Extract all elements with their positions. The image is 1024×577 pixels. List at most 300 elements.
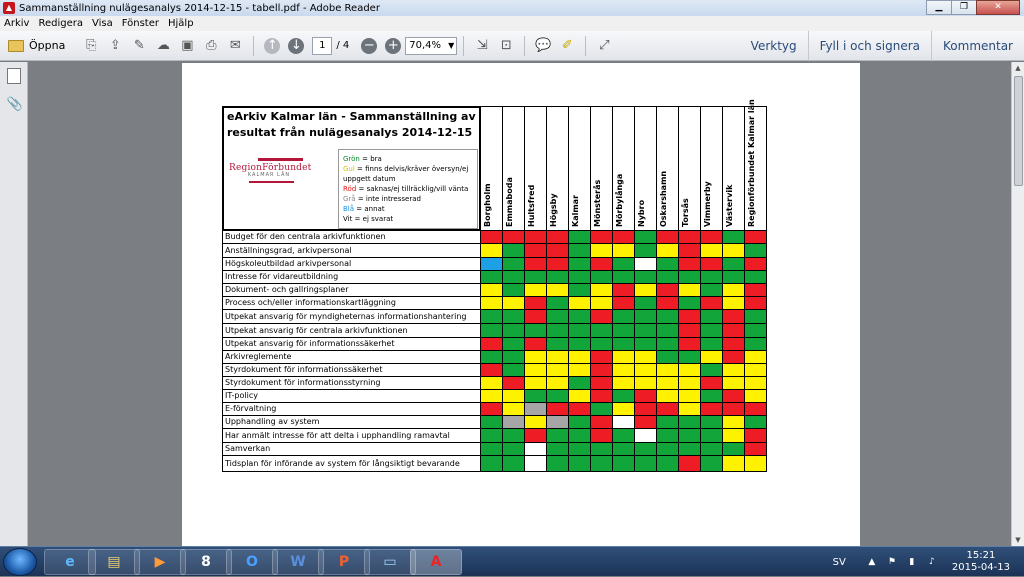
legend-item — [343, 214, 477, 224]
status-cell — [547, 377, 569, 390]
action-center-icon[interactable]: ⚑ — [887, 557, 896, 567]
row-label: Anställningsgrad, arkivpersonal — [222, 244, 481, 258]
status-cell — [547, 403, 569, 416]
column-header-label: Mönsterås — [593, 179, 602, 227]
document-title: eArkiv Kalmar län - Sammanställning av resultat från nulägesanalys 2014-12-15 — [227, 110, 476, 139]
status-cell — [723, 338, 745, 351]
print-icon[interactable]: ⎙ — [206, 38, 217, 53]
status-cell — [525, 456, 547, 472]
scroll-up-icon[interactable]: ▲ — [1015, 64, 1021, 72]
scroll-down-icon[interactable]: ▼ — [1015, 536, 1021, 544]
legend-text: = annat — [354, 205, 385, 213]
column-header-label: Oskarshamn — [659, 170, 668, 227]
row-label: Tidsplan för införande av system för långsiktigt bevarande — [222, 456, 481, 472]
status-cell — [701, 231, 723, 244]
row-label: E-förvaltning — [222, 403, 481, 416]
status-cell — [723, 377, 745, 390]
row-label: Intresse för vidareutbildning — [222, 271, 481, 284]
row-label: Process och/eller informationskartläggning — [222, 297, 481, 310]
email-icon[interactable]: ✉ — [229, 38, 241, 53]
row-label: Utpekat ansvarig för myndigheternas informationshantering — [222, 310, 481, 324]
open-button[interactable] — [8, 39, 65, 52]
folder-icon — [8, 40, 24, 52]
status-cell — [635, 297, 657, 310]
column-header — [635, 106, 657, 231]
column-header-label: Hultsfred — [527, 184, 536, 227]
status-cell — [701, 297, 723, 310]
status-cell — [657, 416, 679, 429]
status-cell — [701, 377, 723, 390]
status-cell — [569, 310, 591, 324]
page-thumbnails-icon[interactable] — [7, 68, 21, 84]
fit-width-icon[interactable]: ⇲ — [476, 38, 488, 53]
status-cell — [635, 338, 657, 351]
legend-text: = inte intresserad — [355, 195, 421, 203]
legend-text: = finns delvis/kräver översyn/ej uppgett datum — [343, 165, 469, 183]
edit-icon[interactable]: ✎ — [133, 38, 145, 53]
status-cell — [591, 244, 613, 258]
vertical-scrollbar[interactable] — [1011, 62, 1024, 546]
volume-icon[interactable]: ♪ — [929, 557, 935, 567]
status-cell — [481, 258, 503, 271]
status-cell — [547, 443, 569, 456]
row-label: Utpekat ansvarig för centrala arkivfunktionen — [222, 324, 481, 338]
status-cell — [525, 284, 547, 297]
status-cell — [613, 403, 635, 416]
column-header-label: Mörbylånga — [615, 173, 624, 227]
status-cell — [481, 231, 503, 244]
status-cell — [635, 231, 657, 244]
status-cell — [547, 351, 569, 364]
status-cell — [657, 310, 679, 324]
status-cell — [547, 244, 569, 258]
status-cell — [613, 443, 635, 456]
logo-bar — [249, 181, 294, 183]
status-cell — [701, 390, 723, 403]
status-cell — [503, 403, 525, 416]
status-cell — [745, 310, 767, 324]
minimize-button[interactable]: ▁ — [926, 0, 952, 15]
status-cell — [613, 244, 635, 258]
status-cell — [679, 338, 701, 351]
status-cell — [547, 324, 569, 338]
status-cell — [613, 416, 635, 429]
logo-text: RegionFörbundet — [229, 163, 312, 173]
status-cell — [701, 310, 723, 324]
status-cell — [481, 310, 503, 324]
status-cell — [679, 310, 701, 324]
status-cell — [701, 324, 723, 338]
status-cell — [613, 297, 635, 310]
legend-item — [343, 194, 477, 204]
status-cell — [481, 390, 503, 403]
status-cell — [547, 416, 569, 429]
status-cell — [481, 416, 503, 429]
status-cell — [723, 351, 745, 364]
status-cell — [679, 324, 701, 338]
column-header — [679, 106, 701, 231]
status-cell — [481, 456, 503, 472]
status-cell — [503, 456, 525, 472]
legend-item — [343, 204, 477, 214]
status-cell — [591, 271, 613, 284]
status-cell — [635, 416, 657, 429]
status-cell — [657, 258, 679, 271]
status-cell — [503, 416, 525, 429]
column-header-label: Torsås — [681, 198, 690, 227]
status-cell — [635, 443, 657, 456]
menu-fonster[interactable]: Fönster — [121, 18, 159, 29]
status-cell — [547, 310, 569, 324]
legend-key: Röd — [343, 185, 357, 193]
windows-taskbar — [0, 546, 1024, 576]
status-cell — [657, 351, 679, 364]
next-page-icon[interactable]: ↓ — [288, 38, 304, 54]
status-cell — [635, 244, 657, 258]
file-explorer-icon[interactable]: ▤ — [88, 549, 140, 575]
menu-hjalp[interactable]: Hjälp — [167, 18, 194, 29]
photo-viewer-icon[interactable]: ▭ — [364, 549, 416, 575]
status-cell — [569, 297, 591, 310]
show-hidden-icons-icon[interactable]: ▲ — [868, 557, 876, 567]
fill-sign-link[interactable]: Fyll i och signera — [808, 31, 931, 61]
column-header — [481, 106, 503, 231]
color-legend — [338, 149, 478, 229]
pdf-page — [182, 63, 860, 546]
language-indicator[interactable]: SV — [832, 556, 846, 568]
status-cell — [481, 324, 503, 338]
status-cell — [657, 324, 679, 338]
tools-link[interactable]: Verktyg — [750, 39, 797, 53]
row-label: Upphandling av system — [222, 416, 481, 429]
status-cell — [613, 364, 635, 377]
status-cell — [613, 377, 635, 390]
column-header — [745, 99, 767, 231]
status-cell — [679, 443, 701, 456]
status-cell — [591, 338, 613, 351]
status-cell — [657, 403, 679, 416]
status-cell — [547, 297, 569, 310]
status-cell — [613, 271, 635, 284]
status-cell — [591, 351, 613, 364]
status-cell — [723, 231, 745, 244]
status-cell — [723, 416, 745, 429]
status-cell — [481, 271, 503, 284]
previous-page-icon[interactable]: ↑ — [264, 38, 280, 54]
status-cell — [635, 403, 657, 416]
status-cell — [613, 258, 635, 271]
comment-link[interactable]: Kommentar — [931, 31, 1024, 61]
status-cell — [591, 364, 613, 377]
status-cell — [525, 324, 547, 338]
status-cell — [679, 231, 701, 244]
fullscreen-icon[interactable]: ⤢ — [599, 38, 610, 53]
status-cell — [679, 364, 701, 377]
column-header-label: Vimmerby — [703, 181, 712, 227]
status-cell — [701, 338, 723, 351]
save-icon[interactable]: ▣ — [181, 38, 194, 53]
status-cell — [525, 351, 547, 364]
status-cell — [525, 443, 547, 456]
status-cell — [481, 403, 503, 416]
status-cell — [701, 284, 723, 297]
status-cell — [569, 258, 591, 271]
status-cell — [569, 351, 591, 364]
status-cell — [503, 297, 525, 310]
media-player-icon[interactable]: ▶ — [134, 549, 186, 575]
menu-visa[interactable]: Visa — [91, 18, 113, 29]
clock[interactable] — [952, 550, 1010, 574]
status-cell — [591, 403, 613, 416]
outlook-icon[interactable]: O — [226, 549, 278, 575]
status-cell — [701, 244, 723, 258]
row-label: Högskoleutbildad arkivpersonal — [222, 258, 481, 271]
status-cell — [657, 456, 679, 472]
powerpoint-icon[interactable]: P — [318, 549, 370, 575]
column-header-label: Borgholm — [483, 183, 492, 227]
row-label: Budget för den centrala arkivfunktionen — [222, 231, 481, 244]
status-cell — [613, 284, 635, 297]
legend-key: Grå — [343, 195, 356, 203]
status-cell — [481, 351, 503, 364]
status-cell — [569, 338, 591, 351]
export-pdf-icon[interactable]: ⇪ — [109, 38, 121, 53]
separator — [253, 36, 254, 56]
status-cell — [525, 364, 547, 377]
status-cell — [503, 338, 525, 351]
column-header-label: Nybro — [637, 199, 646, 227]
status-cell — [547, 271, 569, 284]
column-header — [569, 106, 591, 231]
window-controls — [927, 0, 1020, 15]
internet-explorer-icon[interactable]: e — [44, 549, 96, 575]
status-cell — [635, 258, 657, 271]
comment-icon[interactable]: 💬 — [535, 38, 552, 53]
status-cell — [591, 310, 613, 324]
menu-arkiv[interactable]: Arkiv — [4, 18, 30, 29]
status-cell — [503, 377, 525, 390]
status-cell — [525, 403, 547, 416]
status-cell — [701, 258, 723, 271]
status-cell — [679, 416, 701, 429]
column-header — [613, 106, 635, 231]
status-cell — [591, 231, 613, 244]
status-cell — [613, 351, 635, 364]
status-cell — [635, 377, 657, 390]
status-cell — [657, 231, 679, 244]
zoom-in-icon[interactable]: + — [385, 38, 401, 54]
status-cell — [679, 258, 701, 271]
upload-icon[interactable]: ☁ — [156, 38, 170, 53]
task-pane-links — [740, 31, 1024, 61]
status-cell — [723, 271, 745, 284]
status-cell — [525, 231, 547, 244]
status-cell — [591, 377, 613, 390]
column-header-label: Högsby — [549, 193, 558, 227]
column-header — [591, 106, 613, 231]
status-cell — [657, 443, 679, 456]
status-cell — [503, 324, 525, 338]
status-cell — [745, 390, 767, 403]
adobe-reader-icon: ▲ — [3, 2, 15, 14]
status-cell — [503, 258, 525, 271]
menu-redigera[interactable]: Redigera — [38, 18, 83, 29]
status-cell — [525, 416, 547, 429]
close-button[interactable]: ✕ — [976, 0, 1020, 15]
status-cell — [547, 231, 569, 244]
status-cell — [745, 416, 767, 429]
column-header-label: Kalmar — [571, 194, 580, 227]
status-cell — [613, 231, 635, 244]
page-total: / 4 — [336, 40, 350, 51]
maximize-button[interactable]: ❐ — [951, 0, 977, 15]
open-label: Öppna — [29, 39, 66, 52]
zoom-select[interactable] — [405, 37, 457, 55]
status-cell — [745, 338, 767, 351]
status-cell — [635, 284, 657, 297]
status-cell — [525, 244, 547, 258]
legend-item — [343, 154, 477, 164]
navigation-panel — [0, 62, 28, 546]
separator — [524, 36, 525, 56]
status-cell — [745, 297, 767, 310]
status-cell — [745, 456, 767, 472]
status-cell — [481, 244, 503, 258]
legend-key: Blå — [343, 205, 355, 213]
row-label: Utpekat ansvarig för informationssäkerhet — [222, 338, 481, 351]
toolbar — [0, 31, 1024, 61]
page-number-input[interactable]: 1 — [312, 37, 332, 55]
status-cell — [613, 390, 635, 403]
status-cell — [701, 456, 723, 472]
word-icon[interactable]: W — [272, 549, 324, 575]
status-cell — [657, 390, 679, 403]
status-cell — [635, 271, 657, 284]
legend-item — [343, 164, 477, 184]
legend-item — [343, 184, 477, 194]
column-header — [723, 106, 745, 231]
status-cell — [525, 258, 547, 271]
clock-time: 15:21 — [966, 550, 996, 561]
status-cell — [679, 403, 701, 416]
status-cell — [481, 284, 503, 297]
zoom-value: 70,4% — [409, 39, 442, 51]
status-cell — [547, 284, 569, 297]
status-cell — [481, 377, 503, 390]
status-cell — [547, 258, 569, 271]
status-cell — [503, 310, 525, 324]
status-cell — [481, 338, 503, 351]
status-cell — [569, 429, 591, 443]
row-label: Arkivreglemente — [222, 351, 481, 364]
status-cell — [481, 297, 503, 310]
status-cell — [503, 244, 525, 258]
separator — [463, 36, 464, 56]
zoom-out-icon[interactable]: − — [361, 38, 377, 54]
status-cell — [569, 364, 591, 377]
status-cell — [635, 324, 657, 338]
status-cell — [591, 390, 613, 403]
status-cell — [745, 231, 767, 244]
status-cell — [613, 429, 635, 443]
column-header-label: Västervik — [725, 184, 734, 227]
logo-bar — [258, 158, 303, 161]
status-cell — [591, 416, 613, 429]
legend-key: Grön — [343, 155, 360, 163]
column-header — [701, 106, 723, 231]
status-cell — [723, 284, 745, 297]
status-cell — [723, 390, 745, 403]
status-cell — [679, 351, 701, 364]
legend-text: = bra — [359, 155, 382, 163]
attachments-icon[interactable]: 📎 — [6, 97, 23, 112]
status-cell — [745, 284, 767, 297]
status-cell — [679, 244, 701, 258]
column-header-label: Regionförbundet Kalmar län — [747, 99, 756, 227]
security-app-icon[interactable]: 8 — [180, 549, 232, 575]
logo-subtext: KALMAR LÄN — [247, 172, 291, 178]
row-label: Har anmält intresse för att delta i upphandling ramavtal — [222, 429, 481, 443]
column-header — [657, 106, 679, 231]
status-cell — [723, 310, 745, 324]
status-cell — [525, 429, 547, 443]
highlight-icon[interactable]: ✐ — [561, 38, 573, 53]
start-button[interactable] — [3, 548, 37, 576]
status-cell — [481, 443, 503, 456]
result-table — [222, 99, 770, 483]
status-cell — [591, 443, 613, 456]
status-cell — [503, 351, 525, 364]
status-cell — [547, 456, 569, 472]
network-icon[interactable]: ▮ — [909, 557, 915, 567]
row-label: Styrdokument för informationsstyrning — [222, 377, 481, 390]
status-cell — [657, 284, 679, 297]
status-cell — [569, 390, 591, 403]
status-cell — [679, 456, 701, 472]
status-cell — [503, 443, 525, 456]
clock-date: 2015-04-13 — [951, 562, 1010, 573]
status-cell — [569, 324, 591, 338]
status-cell — [701, 443, 723, 456]
fit-page-icon[interactable]: ⊡ — [500, 38, 512, 53]
adobe-reader-taskbar-icon[interactable]: A — [410, 549, 462, 575]
status-cell — [679, 429, 701, 443]
status-cell — [745, 429, 767, 443]
create-pdf-icon[interactable]: ⎘ — [86, 38, 97, 53]
regionforbundet-logo — [229, 163, 312, 187]
system-tray — [833, 547, 1024, 577]
status-cell — [613, 310, 635, 324]
status-cell — [525, 390, 547, 403]
status-cell — [745, 324, 767, 338]
row-label: Samverkan — [222, 443, 481, 456]
status-cell — [569, 284, 591, 297]
status-cell — [723, 429, 745, 443]
status-cell — [591, 324, 613, 338]
status-cell — [481, 364, 503, 377]
status-cell — [745, 244, 767, 258]
scroll-thumb[interactable] — [1014, 76, 1023, 186]
status-cell — [569, 271, 591, 284]
legend-text: = ej svarat — [352, 215, 394, 223]
row-label: IT-policy — [222, 390, 481, 403]
status-cell — [525, 297, 547, 310]
status-cell — [525, 310, 547, 324]
status-cell — [657, 271, 679, 284]
status-cell — [679, 377, 701, 390]
status-cell — [525, 377, 547, 390]
status-cell — [723, 244, 745, 258]
